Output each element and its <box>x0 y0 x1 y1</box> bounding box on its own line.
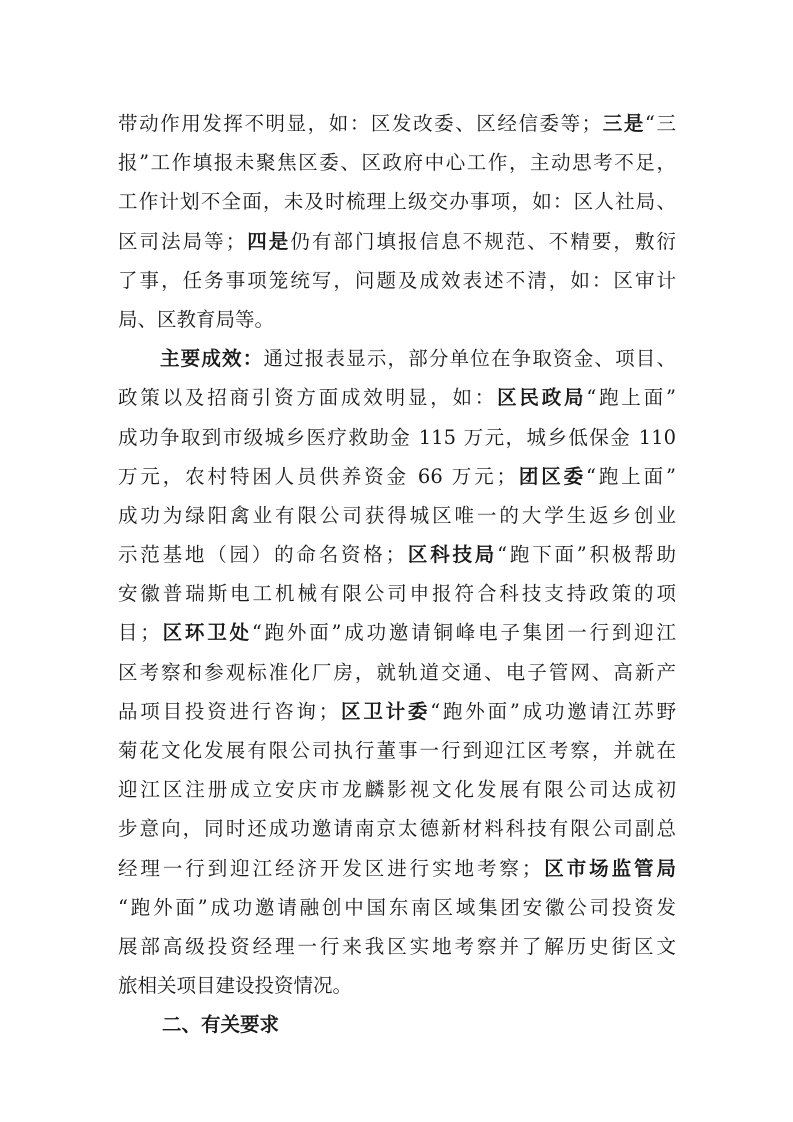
text-run: 经理一行到迎江经济开发区进行实地考察； <box>118 856 542 880</box>
text-line <box>118 613 676 652</box>
text-run: 旅相关项目建设投资情况。 <box>118 974 353 998</box>
text-line <box>118 927 676 966</box>
text-line <box>118 653 676 692</box>
text-run: 安徽普瑞斯电工机械有限公司申报符合科技支持政策的项 <box>118 582 676 606</box>
text-line <box>118 418 676 457</box>
paragraph-problems <box>118 104 676 339</box>
text-run: 区司法局等； <box>118 229 246 253</box>
text-run: 万元，农村特困人员供养资金 66 万元； <box>118 464 517 488</box>
text-run: 成功为绿阳禽业有限公司获得城区唯一的大学生返乡创业 <box>118 503 676 527</box>
text-run: 步意向，同时还成功邀请南京太德新材料科技有限公司副总 <box>118 817 676 841</box>
bold-emphasis: 区环卫处 <box>159 621 252 645</box>
paragraph-main-achievements <box>118 339 676 1005</box>
text-run: “跑上面” <box>586 386 676 410</box>
text-line <box>118 574 676 613</box>
bold-emphasis: 区市场监管局 <box>541 856 676 880</box>
text-line <box>118 182 676 221</box>
text-run: “跑外面”成功邀请铜峰电子集团一行到迎江 <box>251 621 676 645</box>
text-line <box>118 339 676 378</box>
text-run: 成功争取到市级城乡医疗救助金 115 万元，城乡低保金 110 <box>118 425 676 449</box>
text-run: 菊花文化发展有限公司执行董事一行到迎江区考察，并就在 <box>118 739 676 762</box>
text-line <box>118 731 676 770</box>
text-line <box>118 692 676 731</box>
text-run: “三 <box>644 112 676 135</box>
text-run: 目； <box>118 621 160 645</box>
text-run: 品项目投资进行咨询； <box>118 699 339 723</box>
text-run: 仍有部门填报信息不规范、不精要，敷衍 <box>290 229 676 253</box>
bold-emphasis: 主要成效： <box>160 347 264 371</box>
document-page <box>118 104 676 1045</box>
text-line <box>118 104 676 143</box>
text-run: 区考察和参观标准化厂房，就轨道交通、电子管网、高新产 <box>118 660 676 684</box>
text-line <box>118 496 676 535</box>
bold-emphasis: 区卫计委 <box>338 699 431 723</box>
text-run: “跑外面”成功邀请江苏野 <box>430 699 676 723</box>
text-line <box>118 143 676 182</box>
text-run: 报”工作填报未聚焦区委、区政府中心工作，主动思考不足， <box>118 151 676 175</box>
text-run: “跑上面” <box>586 464 676 488</box>
text-line <box>118 222 676 261</box>
text-line <box>118 966 676 1005</box>
text-run: 通过报表显示，部分单位在争取资金、项目、 <box>263 347 676 371</box>
bold-emphasis: 三是 <box>601 112 645 135</box>
text-run: 局、区教育局等。 <box>118 307 275 331</box>
text-line <box>118 809 676 848</box>
bold-emphasis: 区民政局 <box>497 386 587 410</box>
text-run: 展部高级投资经理一行来我区实地考察并了解历史街区文 <box>118 934 676 958</box>
text-run: 工作计划不全面，未及时梳理上级交办事项，如：区人社局、 <box>118 190 676 214</box>
bold-emphasis: 区科技局 <box>405 543 498 567</box>
text-run: 政策以及招商引资方面成效明显，如： <box>118 386 498 410</box>
text-line <box>118 457 676 496</box>
bold-emphasis: 四是 <box>245 229 291 253</box>
text-line <box>118 849 676 888</box>
text-run: 示范基地（园）的命名资格； <box>118 543 406 567</box>
section-heading-requirements: 二、有关要求 <box>162 1013 280 1037</box>
text-line <box>118 378 676 417</box>
text-line <box>118 888 676 927</box>
text-run: 迎江区注册成立安庆市龙麟影视文化发展有限公司达成初 <box>118 778 676 802</box>
bold-emphasis: 团区委 <box>516 464 587 488</box>
text-line <box>118 770 676 809</box>
text-run: “跑下面”积极帮助 <box>497 543 676 567</box>
text-run: 带动作用发挥不明显，如：区发改委、区经信委等； <box>118 112 602 135</box>
text-run: “跑外面”成功邀请融创中国东南区域集团安徽公司投资发 <box>118 895 676 919</box>
text-run: 了事，任务事项笼统写，问题及成效表述不清，如：区审计 <box>118 268 676 292</box>
text-line <box>118 261 676 300</box>
text-line <box>118 300 676 339</box>
text-line <box>118 535 676 574</box>
